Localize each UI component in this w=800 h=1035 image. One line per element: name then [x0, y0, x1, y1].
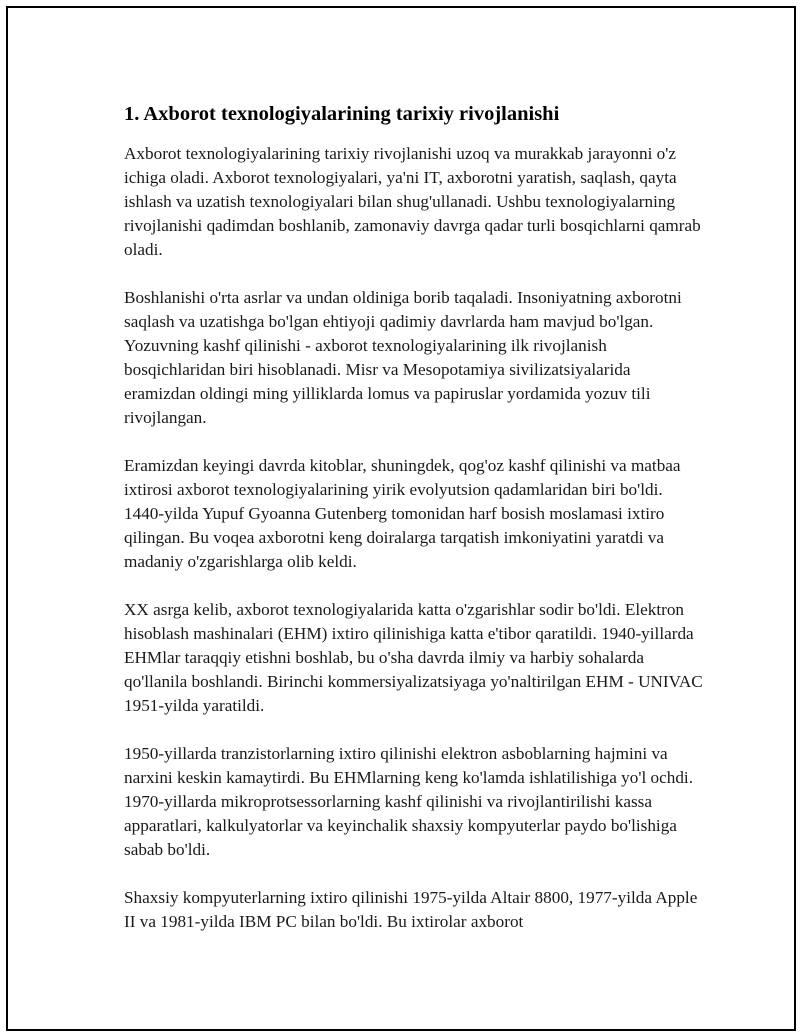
- paragraph-2: Boshlanishi o'rta asrlar va undan oldiniga borib taqaladi. Insoniyatning axborotni saqlash va uzatishga bo'lgan ehtiyoji qadimiy davrlarda ham mavjud bo'lgan. Yozuvning kashf qilinishi - axborot texnologiyalarining ilk rivojlanish bosqichlaridan biri hisoblanadi. Misr va Mesopotamiya sivilizatsiyalarida eramizdan oldingi ming yilliklarda lomus va papiruslar yordamida yozuv tili rivojlangan.: [124, 288, 682, 427]
- paragraph-5: 1950-yillarda tranzistorlarning ixtiro qilinishi elektron asboblarning hajmini va narxini keskin kamaytirdi. Bu EHMlarning keng ko'lamda ishlatilishiga yo'l ochdi. 1970-yillarda mikroprotsessorlarning kashf qilinishi va rivojlantirilishi kassa apparatlari, kalkulyatorlar va keyinchalik shaxsiy kompyuterlar paydo bo'lishiga sabab bo'ldi.: [124, 744, 693, 859]
- page-frame: [6, 6, 796, 1031]
- paragraph-3: Eramizdan keyingi davrda kitoblar, shuningdek, qog'oz kashf qilinishi va matbaa ixtirosi axborot texnologiyalarining yirik evolyutsion qadamlaridan biri bo'ldi. 1440-yilda Yupuf Gyoanna Gutenberg tomonidan harf bosish moslamasi ixtiro qilingan. Bu voqea axborotni keng doiralarga tarqatish imkoniyatini yaratdi va madaniy o'zgarishlarga olib keldi.: [124, 456, 681, 571]
- paragraph-1: Axborot texnologiyalarining tarixiy rivojlanishi uzoq va murakkab jarayonni o'z ichiga oladi. Axborot texnologiyalari, ya'ni IT, axborotni yaratish, saqlash, qayta ishlash va uzatish texnologiyalari bilan shug'ullanadi. Ushbu texnologiyalarning rivojlanishi qadimdan boshlanib, zamonaviy davrga qadar turli bosqichlarni qamrab oladi.: [124, 144, 701, 259]
- paragraph-4: XX asrga kelib, axborot texnologiyalarida katta o'zgarishlar sodir bo'ldi. Elektron hisoblash mashinalari (EHM) ixtiro qilinishiga katta e'tibor qaratildi. 1940-yillarda EHMlar taraqqiy etishni boshlab, bu o'sha davrda ilmiy va harbiy sohalarda qo'llanila boshlandi. Birinchi kommersiyalizatsiyaga yo'naltirilgan EHM - UNIVAC 1951-yilda yaratildi.: [124, 600, 703, 715]
- paragraph-6: Shaxsiy kompyuterlarning ixtiro qilinishi 1975-yilda Altair 8800, 1977-yilda Apple II va 1981-yilda IBM PC bilan bo'ldi. Bu ixtirolar axborot: [124, 888, 698, 931]
- section-heading: 1. Axborot texnologiyalarining tarixiy rivojlanishi: [124, 103, 560, 125]
- document-body: [124, 100, 704, 958]
